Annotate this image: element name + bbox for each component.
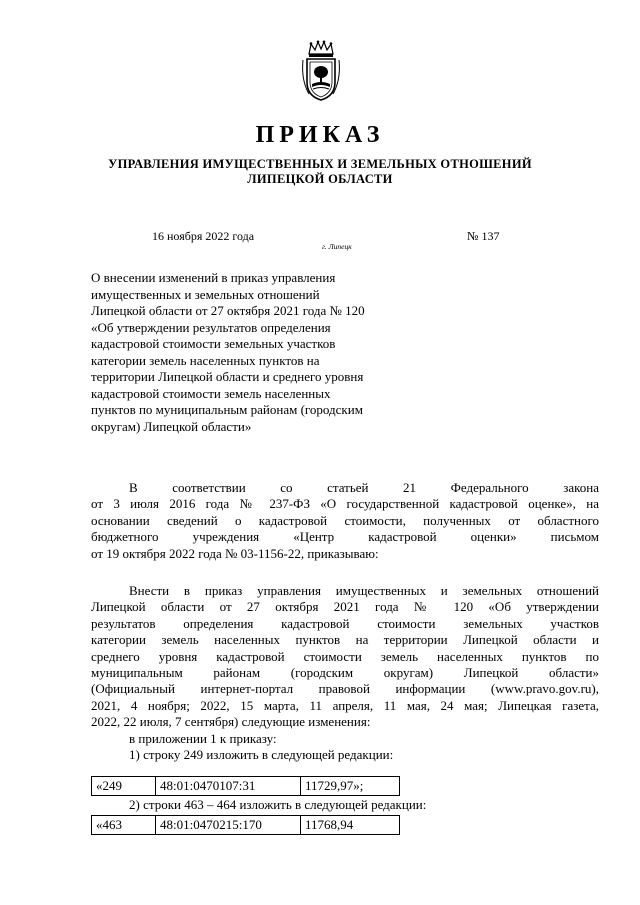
- coat-of-arms-icon: [301, 40, 341, 102]
- preamble-paragraph: [91, 480, 599, 562]
- order-paragraph: [91, 583, 599, 763]
- paragraph-line: (Официальный интернет-портал правовой информации (www.pravo.gov.ru),: [91, 681, 599, 697]
- subject-line: Липецкой области от 27 октября 2021 года № 120: [91, 303, 365, 318]
- paragraph-line: среднего уровня кадастровой стоимости земель населенных пунктов по: [91, 648, 599, 664]
- item-2-block: [91, 797, 599, 813]
- item-1-line: 1) строку 249 изложить в следующей редакции:: [129, 747, 394, 763]
- subject-line: категории земель населенных пунктов на: [91, 352, 320, 368]
- appendix-line: в приложении 1 к приказу:: [129, 730, 277, 746]
- table-cell-cadastral-number: 48:01:0470107:31: [156, 777, 301, 796]
- table-cell-row-number: «249: [92, 777, 156, 796]
- document-title: ПРИКАЗ: [255, 122, 385, 148]
- subject-line: имущественных и земельных отношений: [91, 286, 320, 302]
- table-row: [92, 777, 400, 796]
- subject-line: территории Липецкой области и среднего уровня: [91, 369, 364, 384]
- document-city: г. Липецк: [322, 242, 352, 251]
- paragraph-line: основании сведений о кадастровой стоимости, полученных от областного: [91, 512, 599, 528]
- subject-line: пунктов по муниципальным районам (городским: [91, 402, 363, 417]
- subject-line: округам) Липецкой области»: [91, 418, 252, 434]
- paragraph-line: от 19 октября 2022 года № 03-1156-22, приказываю:: [91, 545, 379, 561]
- subject-line: кадастровой стоимости земель населенных: [91, 385, 331, 401]
- table-cell-row-number: «463: [92, 816, 156, 835]
- data-table-row-463: [91, 815, 400, 835]
- paragraph-line: В соответствии со статьей 21 Федерального закона: [129, 480, 599, 495]
- item-2-line: 2) строки 463 – 464 изложить в следующей редакции:: [129, 797, 427, 812]
- table-cell-cadastral-number: 48:01:0470215:170: [156, 816, 301, 835]
- document-subject: [91, 270, 421, 435]
- paragraph-line: категории земель населенных пунктов на территории Липецкой области и: [91, 632, 599, 648]
- table-cell-value: 11729,97»;: [301, 777, 400, 796]
- table-row: [92, 816, 400, 835]
- subject-line: О внесении изменений в приказ управления: [91, 270, 336, 285]
- paragraph-line: 2022, 22 июля, 7 сентября) следующие изменения:: [91, 714, 371, 730]
- paragraph-line: результатов определения кадастровой стоимости земельных участков: [91, 615, 599, 631]
- data-table-row-249: [91, 776, 400, 796]
- subject-line: «Об утверждении результатов определения: [91, 319, 331, 335]
- paragraph-line: Внести в приказ управления имущественных и земельных отношений: [129, 583, 599, 598]
- organization-name-line-1: УПРАВЛЕНИЯ ИМУЩЕСТВЕННЫХ И ЗЕМЕЛЬНЫХ ОТНОШЕНИЙ: [108, 157, 532, 171]
- paragraph-line: муниципальным районам (городским округам) Липецкой области»: [91, 665, 599, 681]
- document-date: 16 ноября 2022 года: [152, 229, 255, 243]
- paragraph-line: Липецкой области от 27 октября 2021 года № 120 «Об утверждении: [91, 599, 599, 615]
- organization-name-line-2: ЛИПЕЦКОЙ ОБЛАСТИ: [247, 172, 393, 186]
- subject-line: кадастровой стоимости земельных участков: [91, 336, 336, 351]
- paragraph-line: 2021, 4 ноября; 2022, 15 марта, 11 апреля, 11 мая, 24 мая; Липецкая газета,: [91, 697, 599, 713]
- table-cell-value: 11768,94: [301, 816, 400, 835]
- paragraph-line: бюджетного учреждения «Центр кадастровой оценки» письмом: [91, 529, 599, 545]
- paragraph-line: от 3 июля 2016 года № 237-ФЗ «О государственной кадастровой оценке», на: [91, 496, 599, 512]
- document-number: № 137: [467, 229, 500, 243]
